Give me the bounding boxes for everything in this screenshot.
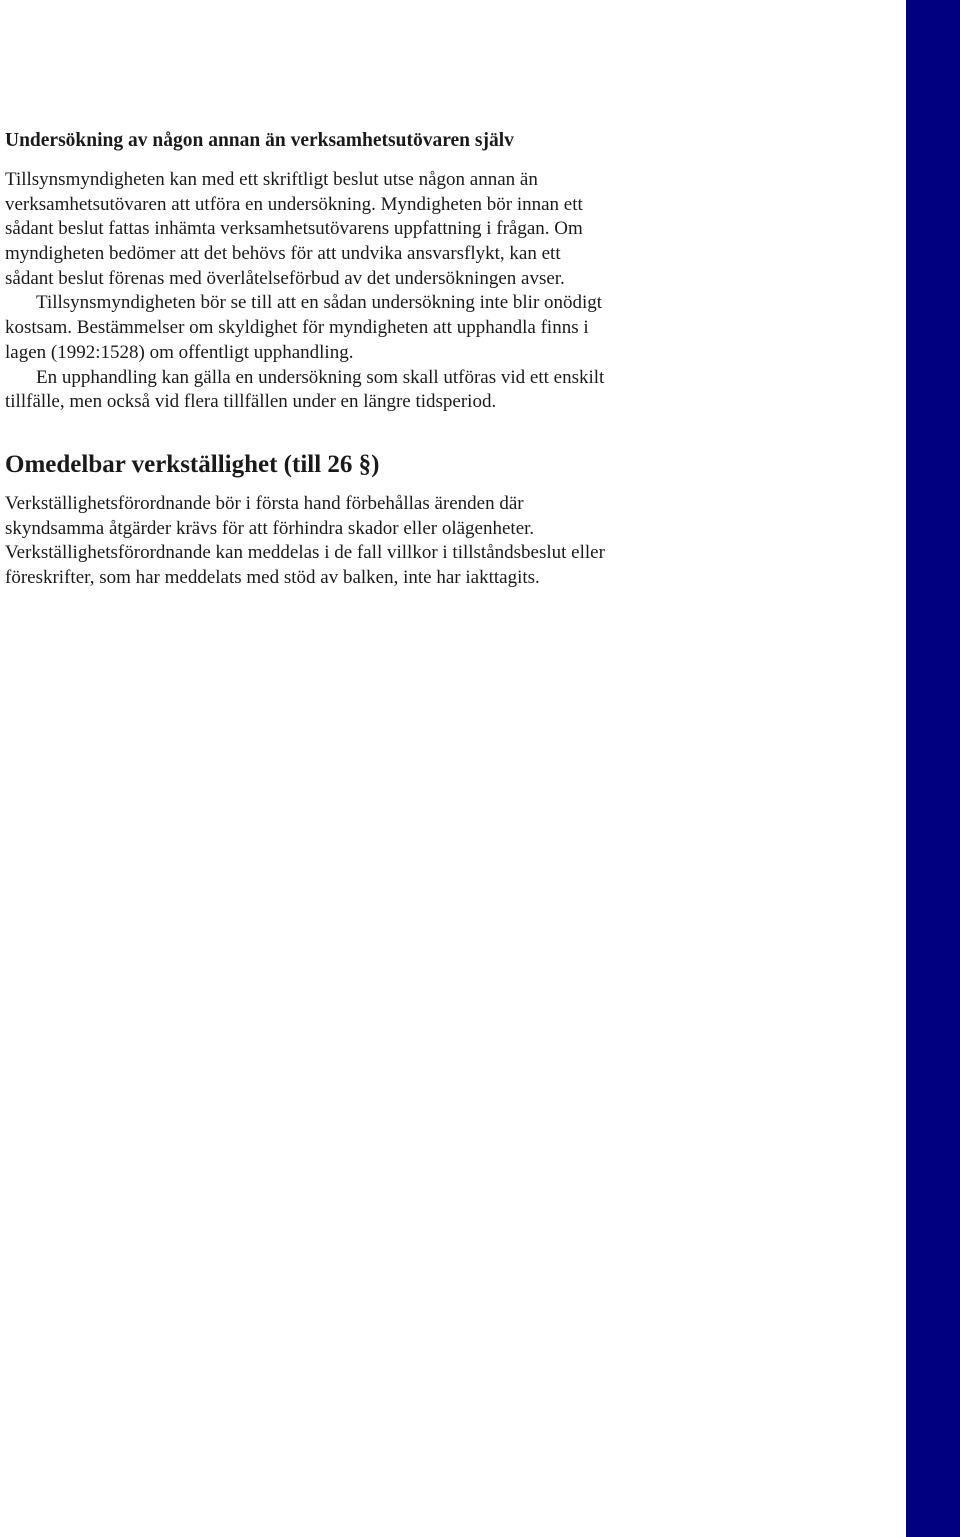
text-line: kostsam. Bestämmelser om skyldighet för myndigheten att upphandla finns i <box>5 317 589 339</box>
section-body-undersokning <box>5 168 604 415</box>
text-line: tillfälle, men också vid flera tillfällen under en längre tidsperiod. <box>5 391 497 413</box>
text-line: Verkställighetsförordnande kan meddelas i de fall villkor i tillståndsbeslut eller <box>5 542 605 564</box>
page-edge-bar <box>906 0 960 1537</box>
text-line: sådant beslut fattas inhämta verksamhetsutövarens uppfattning i frågan. Om <box>5 218 583 240</box>
text-line: Tillsynsmyndigheten bör se till att en sådan undersökning inte blir onödigt <box>36 292 603 314</box>
text-line: myndigheten bedömer att det behövs för att undvika ansvarsflykt, kan ett <box>5 243 561 265</box>
text-line: Tillsynsmyndigheten kan med ett skriftligt beslut utse någon annan än <box>5 169 538 190</box>
text-line: skyndsamma åtgärder krävs för att förhindra skador eller olägenheter. <box>5 517 535 539</box>
text-line: verksamhetsutövaren att utföra en undersökning. Myndigheten bör innan ett <box>5 193 583 215</box>
text-line: Verkställighetsförordnande bör i första hand förbehållas ärenden där <box>5 493 524 514</box>
section-body-verkstallighet <box>5 492 605 590</box>
text-line: sådant beslut förenas med överlåtelseförbud av det undersökningen avser. <box>5 267 565 289</box>
text-line: lagen (1992:1528) om offentligt upphandling. <box>5 341 354 363</box>
section-heading-verkstallighet: Omedelbar verkställighet (till 26 §) <box>5 451 380 478</box>
section-heading-undersokning: Undersökning av någon annan än verksamhetsutövaren själv <box>5 130 514 151</box>
text-line: föreskrifter, som har meddelats med stöd av balken, inte har iakttagits. <box>5 566 540 588</box>
text-line: En upphandling kan gälla en undersökning som skall utföras vid ett enskilt <box>36 366 605 388</box>
